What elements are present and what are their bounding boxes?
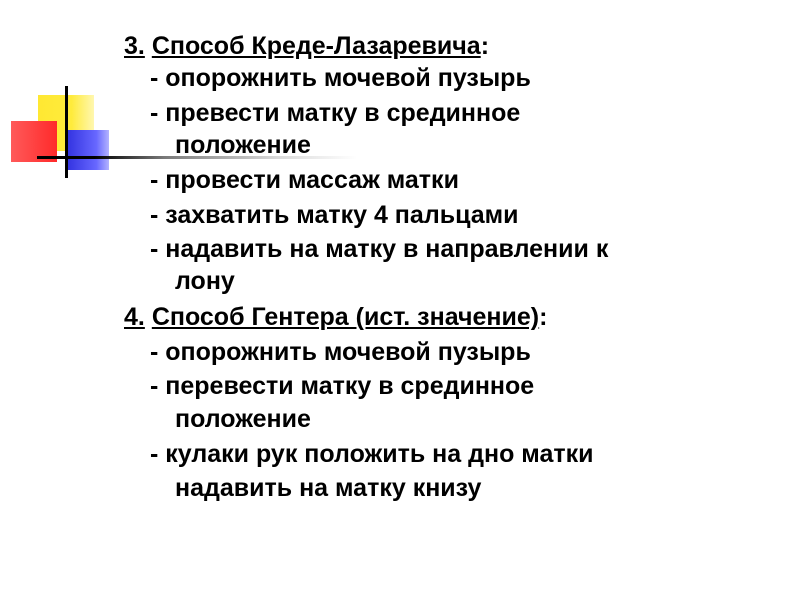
section-4-title: Способ Гентера (ист. значение): [151, 303, 540, 331]
section-4-item: - перевести матку в срединное: [150, 372, 535, 400]
section-4-item: - кулаки рук положить на дно матки: [150, 440, 594, 468]
section-3-item: - опорожнить мочевой пузырь: [150, 64, 531, 92]
section-4-number: 4.: [124, 303, 145, 331]
section-3-colon: :: [480, 32, 490, 60]
section-4-colon: :: [539, 303, 548, 331]
section-3-item: - надавить на матку в направлении к: [150, 235, 609, 263]
section-3-item: - провести массаж матки: [150, 166, 459, 194]
section-3-item: - захватить матку 4 пальцами: [150, 201, 519, 229]
section-3-item: - превести матку в срединное: [150, 99, 521, 127]
section-4-item-continuation: надавить на матку книзу: [175, 474, 482, 502]
section-3-number: 3.: [124, 32, 145, 60]
section-4-item: - опорожнить мочевой пузырь: [150, 338, 531, 366]
section-3-item-continuation: лону: [175, 267, 235, 295]
section-3-title: Способ Креде-Лазаревича: [151, 32, 481, 60]
section-4-heading: [124, 302, 547, 332]
section-3-heading: [124, 31, 489, 61]
section-3-item-continuation: положение: [175, 131, 311, 159]
section-4-item-continuation: положение: [175, 405, 311, 433]
